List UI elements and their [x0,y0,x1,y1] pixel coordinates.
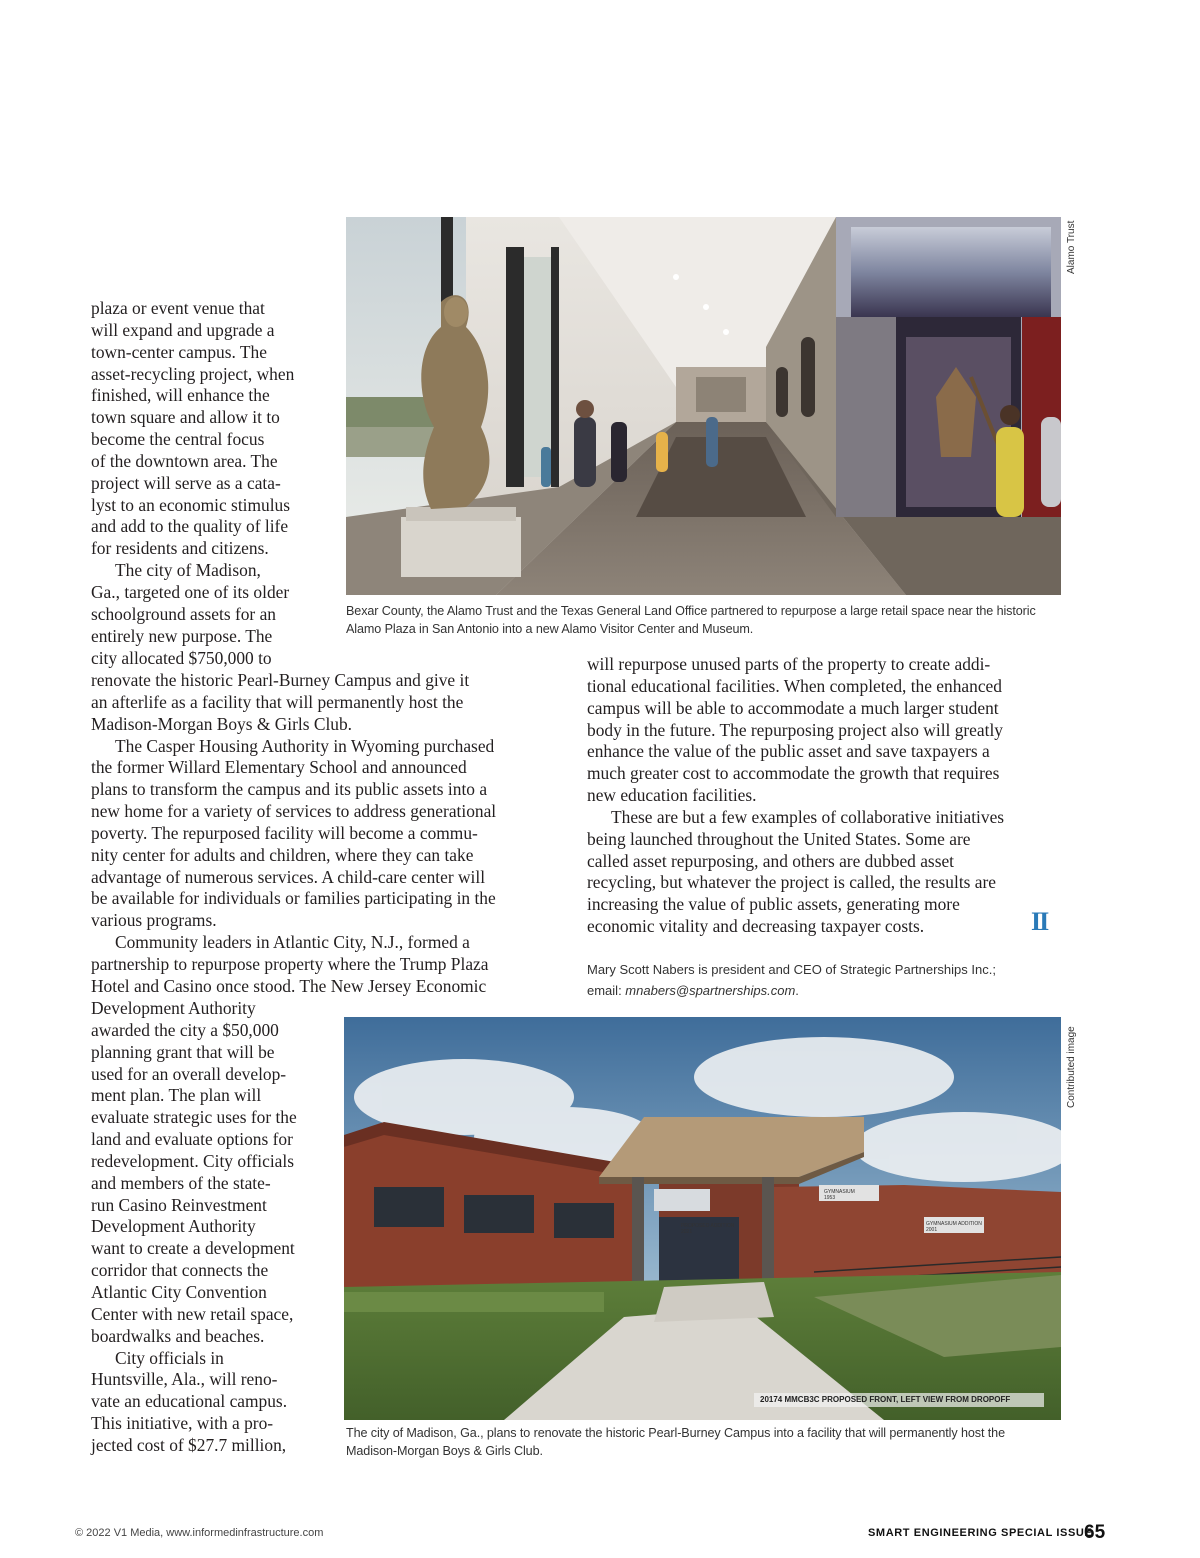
text-line: land and evaluate options for [91,1129,293,1150]
text-line: advantage of numerous services. A child-care center will [91,866,486,887]
author-email-line [587,980,1067,1001]
text-line: poverty. The repurposed facility will become a commu- [91,822,478,843]
text-line: body in the future. The repurposing project also will greatly [587,719,1003,740]
text-line: and add to the quality of life [91,516,289,537]
article-text-block-2 [91,670,571,998]
text-line: evaluate strategic uses for the [91,1107,297,1128]
text-line: finished, will enhance the [91,385,270,406]
text-line: nity center for adults and children, where they can take [91,844,474,865]
text-line: jected cost of $27.7 million, [91,1434,287,1455]
text-line: being launched throughout the United States. Some are [587,828,971,849]
text-line: want to create a development [91,1238,295,1259]
text-line: be available for individuals or families participating in the [91,888,496,909]
email-suffix: . [795,983,799,998]
text-line: Development Authority [91,998,256,1018]
sign-gymnasium-addition: GYMNASIUM ADDITION 2001 [926,1221,982,1233]
text-line: Hotel and Casino once stood. The New Jersey Economic [91,975,487,996]
caption-line: Madison-Morgan Boys & Girls Club. [346,1444,543,1458]
caption-line: Alamo Plaza in San Antonio into a new Alamo Visitor Center and Museum. [346,622,754,636]
text-line: corridor that connects the [91,1260,269,1281]
text-line: for residents and citizens. [91,538,269,559]
text-line: awarded the city a $50,000 [91,1019,279,1040]
text-line: will expand and upgrade a [91,319,275,340]
photo-credit-alamo: Alamo Trust [1066,220,1077,274]
text-line: an afterlife as a facility that will permanently host the [91,691,464,712]
text-line: run Casino Reinvestment [91,1194,267,1215]
text-line: These are but a few examples of collaborative initiatives [611,806,1005,827]
text-line: The city of Madison, [115,560,261,581]
figure-caption-alamo [346,602,1066,638]
text-line: become the central focus [91,429,265,450]
text-line: The Casper Housing Authority in Wyoming purchased [115,735,495,756]
text-line: Atlantic City Convention [91,1281,267,1302]
text-line: increasing the value of public assets, generating more [587,894,960,915]
text-line: new education facilities. [587,785,757,806]
text-line: will repurpose unused parts of the property to create addi- [587,654,991,674]
text-line: lyst to an economic stimulus [91,494,291,515]
text-line: various programs. [91,910,217,931]
text-line: plans to transform the campus and its public assets into a [91,779,488,800]
text-line: entirely new purpose. The [91,625,273,646]
article-text-right-column [587,654,1067,938]
text-line: renovate the historic Pearl-Burney Campus and give it [91,670,470,690]
text-line: town-center campus. The [91,341,267,362]
sign-proposed-addition: PROPOSED ADDITION 2021 [681,1223,735,1235]
render-label: 20174 MMCB3C PROPOSED FRONT, LEFT VIEW FROM DROPOFF [760,1395,1011,1404]
text-line: redevelopment. City officials [91,1150,294,1171]
text-line: campus will be able to accommodate a much larger student [587,697,999,718]
end-of-article-mark: II [1031,907,1048,936]
article-text-block-1 [91,298,336,669]
text-line: partnership to repurpose property where the Trump Plaza [91,953,489,974]
text-line: planning grant that will be [91,1041,275,1062]
text-line: used for an overall develop- [91,1063,287,1084]
text-line: of the downtown area. The [91,450,278,471]
text-line: boardwalks and beaches. [91,1325,265,1346]
page-number: 65 [1084,1522,1106,1543]
text-line: ment plan. The plan will [91,1085,262,1106]
text-line: new home for a variety of services to address generational [91,801,497,822]
text-line: plaza or event venue that [91,298,265,318]
text-line: Ga., targeted one of its older [91,581,290,602]
footer-issue-title: SMART ENGINEERING SPECIAL ISSUE [868,1527,1093,1539]
text-line: economic vitality and decreasing taxpayer costs. [587,916,925,937]
photo-credit-contributed: Contributed image [1066,1026,1077,1108]
text-line: schoolground assets for an [91,603,276,624]
pearl-burney-campus-photo [344,1017,1061,1420]
article-text-block-3 [91,998,336,1457]
caption-line: Bexar County, the Alamo Trust and the Texas General Land Office partnered to repurpose a large retail space near the historic [346,604,1036,618]
author-bio-line: Mary Scott Nabers is president and CEO of Strategic Partnerships Inc.; [587,962,996,977]
text-line: project will serve as a cata- [91,472,281,493]
text-line: city allocated $750,000 to [91,647,272,668]
figure-caption-pearl-burney [346,1424,1066,1460]
author-bio [587,959,1067,1001]
text-line: vate an educational campus. [91,1391,288,1412]
text-line: enhance the value of the public asset and save taxpayers a [587,741,990,762]
text-line: and members of the state- [91,1172,271,1193]
text-line: recycling, but whatever the project is called, the results are [587,872,996,893]
text-line: Madison-Morgan Boys & Girls Club. [91,713,353,734]
text-line: Development Authority [91,1216,256,1237]
alamo-visitor-center-photo [346,217,1061,595]
text-line: asset-recycling project, when [91,363,295,384]
caption-line: The city of Madison, Ga., plans to renovate the historic Pearl-Burney Campus into a facility that will permanently host the [346,1426,1005,1440]
text-line: town square and allow it to [91,407,280,428]
text-line: much greater cost to accommodate the growth that requires [587,763,1000,784]
email-prefix: email: [587,983,626,998]
text-line: the former Willard Elementary School and announced [91,757,467,778]
text-line: Center with new retail space, [91,1303,294,1324]
text-line: tional educational facilities. When completed, the enhanced [587,675,1002,696]
text-line: called asset repurposing, and others are dubbed asset [587,850,955,871]
sign-gymnasium: GYMNASIUM 1953 [824,1189,855,1201]
text-line: City officials in [115,1347,224,1368]
text-line: Huntsville, Ala., will reno- [91,1369,278,1390]
author-email-link[interactable]: mnabers@spartnerships.com [625,983,796,998]
text-line: This initiative, with a pro- [91,1413,274,1434]
text-line: Community leaders in Atlantic City, N.J., formed a [115,932,470,953]
footer-copyright: © 2022 V1 Media, www.informedinfrastructure.com [75,1527,324,1539]
